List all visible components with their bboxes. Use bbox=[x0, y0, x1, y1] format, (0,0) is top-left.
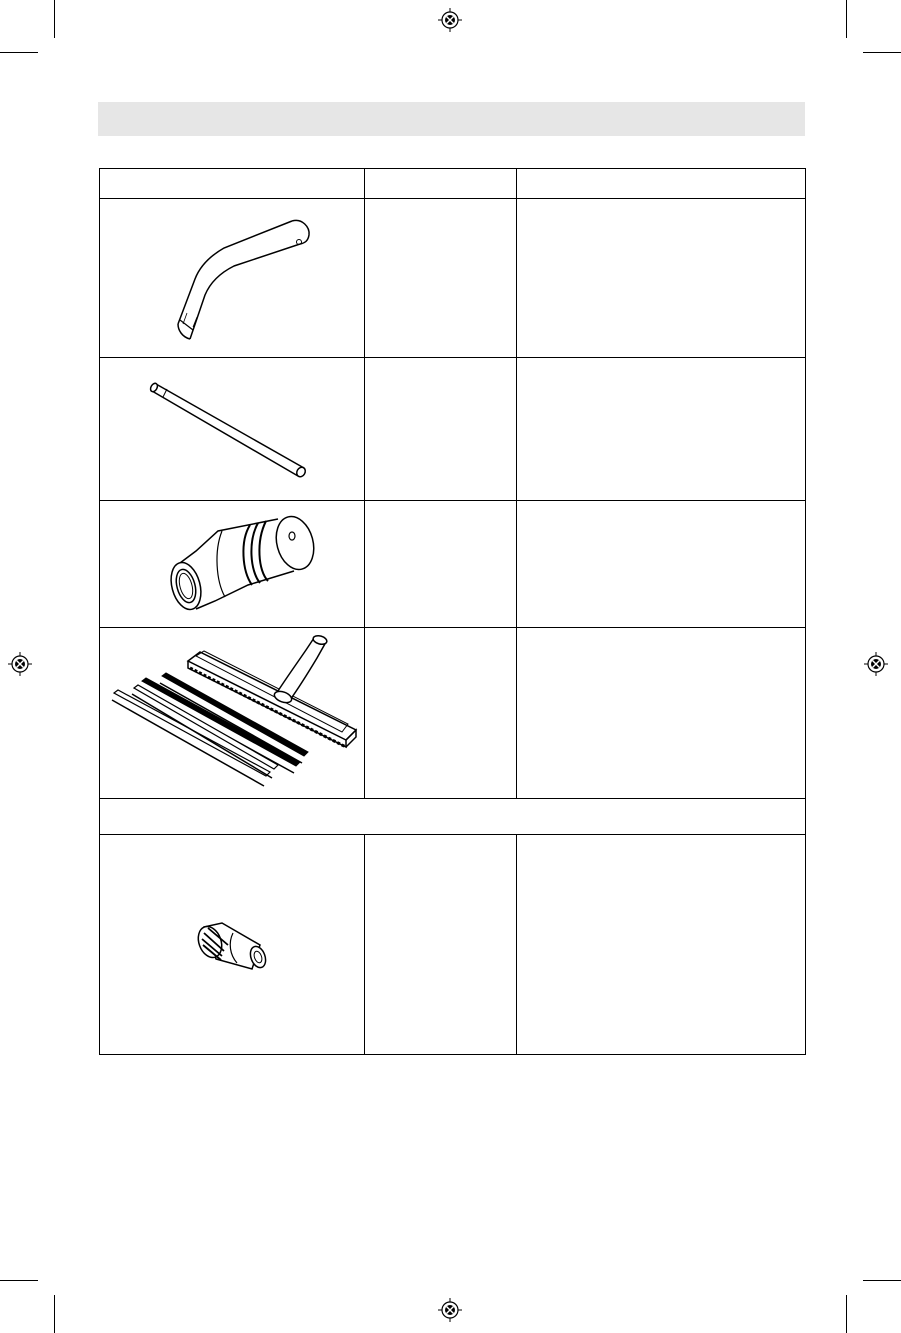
crop-mark-top-right-v bbox=[846, 0, 847, 38]
section-row bbox=[100, 799, 806, 835]
illustration-cell bbox=[100, 501, 365, 628]
crop-mark-top-left-v bbox=[54, 0, 55, 38]
column-header-description bbox=[517, 169, 806, 199]
column-header-illustration bbox=[100, 169, 365, 199]
table-row bbox=[100, 358, 806, 501]
description-cell bbox=[517, 501, 806, 628]
table-row bbox=[100, 835, 806, 1055]
curved-handle-wand-icon bbox=[100, 199, 365, 357]
crop-mark-top-left-h bbox=[0, 52, 38, 53]
accessories-table bbox=[99, 168, 806, 1055]
floor-nozzle-with-strips-icon bbox=[100, 628, 365, 798]
section-row-label-cell bbox=[100, 799, 806, 835]
illustration-cell bbox=[100, 358, 365, 501]
extension-tube-icon bbox=[100, 358, 365, 500]
crop-mark-bottom-right-h bbox=[863, 1280, 901, 1281]
illustration-cell bbox=[100, 835, 365, 1055]
description-cell bbox=[517, 199, 806, 358]
registration-mark-icon bbox=[8, 652, 32, 676]
part-number-cell bbox=[365, 835, 517, 1055]
part-number-cell bbox=[365, 358, 517, 501]
crop-mark-bottom-left-h bbox=[0, 1280, 38, 1281]
registration-mark-icon bbox=[438, 1298, 462, 1322]
part-number-cell bbox=[365, 501, 517, 628]
crop-mark-top-right-h bbox=[863, 52, 901, 53]
section-heading bbox=[98, 102, 805, 118]
illustration-cell bbox=[100, 628, 365, 799]
part-number-cell bbox=[365, 628, 517, 799]
table-row bbox=[100, 628, 806, 799]
registration-mark-icon bbox=[438, 8, 462, 32]
table-header-row bbox=[100, 169, 806, 199]
section-heading-bar bbox=[98, 102, 805, 136]
part-number-cell bbox=[365, 199, 517, 358]
crop-mark-bottom-left-v bbox=[54, 1295, 55, 1333]
crop-mark-bottom-right-v bbox=[846, 1295, 847, 1333]
hose-adapter-sleeve-icon bbox=[100, 501, 365, 627]
description-cell bbox=[517, 358, 806, 501]
illustration-cell bbox=[100, 199, 365, 358]
description-cell bbox=[517, 835, 806, 1055]
small-tool-adapter-icon bbox=[100, 835, 365, 1054]
table-row bbox=[100, 199, 806, 358]
column-header-part-number bbox=[365, 169, 517, 199]
table-row bbox=[100, 501, 806, 628]
registration-mark-icon bbox=[864, 652, 888, 676]
description-cell bbox=[517, 628, 806, 799]
